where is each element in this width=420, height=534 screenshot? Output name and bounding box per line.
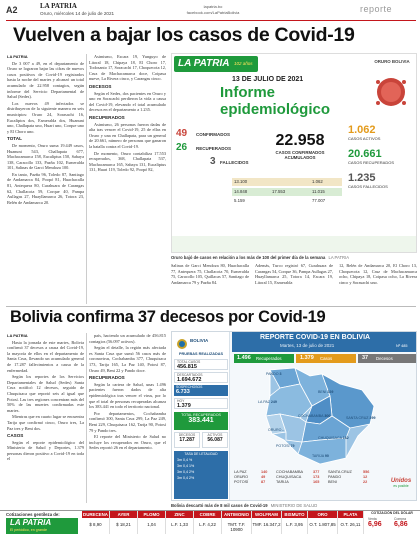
report-header — [232, 332, 417, 352]
recovered-total-box — [174, 412, 228, 430]
bar-value: 13.100 — [234, 179, 248, 184]
map-label-chuquisaca: CHUQUISACA 162 — [318, 436, 349, 440]
map-label-beni: BENI 229 — [318, 390, 334, 394]
exchange-buy-label: Compra — [394, 517, 407, 521]
paragraph: Según la cartera de Salud, unas 1.496 pacientes fueron dados de alta epidemiológica tras vencer el virus, por lo que el total de personas recuperadas alcanza los 383.441 en todo el territorio nacional. — [89, 381, 166, 410]
header-rule — [6, 20, 416, 21]
deaths-new-stat — [176, 156, 266, 170]
paragraph: De momento, Oruro suma 19.449 casos, Huanuni 543, Challapata 677, Machacamarca 158, Eucaliptus 150, Sabaya 138, Caracollo 133, Pazña 102, Esmeralda 101, Salinas de Garci Mendoza 100. — [7, 142, 84, 171]
ticker-item: PLOMO 1,04 — [138, 511, 166, 534]
ticker-item: COBRE L.F. 4,22 — [194, 511, 222, 534]
subheading: TOTAL — [7, 136, 22, 142]
subheading: DECESOS — [89, 83, 112, 89]
lethality-row: 3m 0,4 2% — [177, 470, 195, 474]
tests-label: PRUEBAS REALIZADAS — [178, 352, 224, 356]
total-cases-value: 22.958 — [275, 132, 325, 149]
stat-label: DESCARTADOS — [177, 373, 203, 377]
deaths-new-label: FALLECIDOS — [220, 160, 249, 165]
ticker-brand — [6, 518, 78, 534]
bar-value: 11.015 — [312, 189, 325, 194]
paragraph: Además, Turco registró 67, Curahuara de Carangas 54, Corque 36, Pampa Aullagas 27, Huayllamarca 25, Totora 14, Escara 19, Litoral 15, Esmeralda — [255, 263, 333, 285]
column-divider — [86, 54, 87, 304]
paragraph: El reporte del Ministerio de Salud no incluye los recuperados en Oruro, que el Sedes reportó 26 en el departamento. — [89, 434, 166, 451]
report-title-2: epidemiológico — [220, 101, 331, 118]
active-stat — [348, 124, 416, 146]
bar-value: 17.553 — [272, 189, 286, 194]
new-cases-value: 49 — [176, 128, 188, 139]
active-value: 56.087 — [207, 437, 223, 443]
deaths-label: DECESOS — [178, 433, 196, 437]
paragraph: Hasta la jornada de este martes, Bolivia confirmó 37 decesos a causa del Covid-19, la mayoría de ellos en el departamento de Santa Cruz, llevando un acumulado general de 17.287 fallecimientos a causa de la enfermedad. — [7, 339, 84, 373]
byline: LA PATRIA — [7, 333, 28, 338]
table-row: LA PAZ 140 COCHABAMBA 377 SANTA CRUZ 556 — [234, 470, 370, 474]
map-label-cochabamba: COCHABAMBA 300 — [298, 414, 331, 418]
bar-value: 14.848 — [234, 189, 248, 194]
ticker-title: Cotizaciones gentileza de: — [6, 512, 60, 517]
map-label-potosi: POTOSÍ 79 — [276, 444, 295, 448]
ticker-item: DURECENA $ 8,90 — [82, 511, 110, 534]
map-label-oruro: ORURO - — [268, 428, 284, 432]
article-1-bottom-col-1 — [171, 263, 249, 305]
bar-value: 5.159 — [234, 198, 245, 203]
paragraph: Salinas de Garci Mendoza 80, Huachacalla 77, Antequera 75, Challacota 70, Esmeralda 75, Caracollo 105, Quillacas 57, Santiago de Andamarca 79 y Pazña 84. — [171, 263, 249, 285]
deaths-box — [174, 432, 200, 448]
paragraph: país, haciendo un acumulado de 456.815 contagios (56.097 activos). — [89, 333, 166, 344]
map-label-la-paz: LA PAZ 249 — [258, 400, 277, 404]
paragraph: Mientras que en cuarto lugar se encuentra Tarija que confirmó cinco, Oruro tres, La Paz tres y Beni dos. — [7, 414, 84, 431]
paragraph: De momento, Oruro contabiliza 17.553 recuperados, 368, Challapata 537, Machacamarca 165, Sabaya 131, Eucaliptus 131, Huari 119, Toledo 92, Poopó 82, — [89, 150, 166, 173]
article-1-col-2 — [89, 54, 166, 302]
paragraph: Según el Sedes, dos pacientes en Oruro y uno en Soracachi perdieron la vida a causa del Covid-19, elevando el total acumulado decesos en el departamento a 1.235. — [89, 90, 166, 113]
article-1-col-1 — [7, 54, 84, 304]
ticker-item: ANTIMONIO TMT. T.F. 10900 — [222, 511, 252, 534]
stat-label: SOSPECHOSOS — [176, 385, 203, 389]
active-box — [202, 432, 228, 448]
place-date: Oruro, miércoles 14 de julio de 2021 — [40, 11, 115, 16]
paragraph: Según el reporte epidemiológico del Ministerio de Salud y Deportes, 1.379 personas dieron positivo a Covid-19 en toda el — [7, 439, 84, 462]
bar-row-1 — [232, 178, 342, 186]
paragraph: En tanto, Pazña 96, Toledo 87, Santiago de Andamarca 84, Poopó 81, Huachacalla 81, Antequera 80, Curahuara de Carangas 62, Challacota 59, Corque 40, Pampa Aullagas 27, Huayllamarca 26, Totora 23, Belén de Andamarca 20. — [7, 171, 84, 205]
caption-source: MINISTERIO DE SALUD — [270, 503, 318, 508]
caption-text: Oruro bajó de casos en relación a los más de 100 del primer día de la semana — [171, 255, 326, 260]
ticker-brand-tag: El periódico, en grande — [10, 528, 47, 532]
lethality-row: 3m 0,4 % — [177, 458, 193, 462]
paragraph: Asimismo, Escara 19, Yunguyo de Litoral 18, Chipaya 18, El Choro 17, Todosanto 17, Soracachi 17, Choquecota 12, Cruz de Machacamarca doce, Coipasa nueve, La Rivera cinco, y Carangas cinco. — [89, 54, 166, 82]
recovered-total-value: 20.661 — [348, 148, 382, 160]
region-label: ORURO BOLIVIA — [374, 59, 410, 64]
recovered-total-stat — [348, 148, 416, 170]
subheading: RECUPERADOS — [89, 375, 125, 381]
deaths-total-stat — [348, 172, 416, 194]
page-header — [0, 0, 420, 22]
new-cases-label: CONFIRMADOS — [196, 132, 230, 137]
stat-row — [174, 372, 228, 383]
coat-of-arms-icon — [176, 335, 188, 347]
section-name: reporte — [360, 4, 393, 14]
headline-1: Vuelven a bajar los casos de Covid-19 — [13, 24, 355, 46]
daily-summary — [234, 354, 416, 364]
subheading: CASOS — [7, 433, 24, 439]
ticker-item: BISMUTO L.F. 3,95 — [282, 511, 308, 534]
deaths-new-value: 3 — [210, 156, 216, 167]
stat-value: 6.733 — [176, 389, 190, 395]
lethality-box — [174, 451, 228, 499]
deaths-total-value: 1.235 — [348, 172, 376, 184]
logo-subtext: es posible — [393, 484, 409, 488]
ticker-item: AYER $ 18,21 — [110, 511, 138, 534]
stat-value: 456.815 — [177, 364, 197, 370]
report-number: Nº 485 — [396, 344, 408, 348]
article-1-bottom-col-2 — [255, 263, 333, 305]
lethality-row: 3m 0,4 2% — [177, 476, 195, 480]
headline-2: Bolivia confirma 37 decesos por Covid-19 — [10, 308, 326, 326]
page-number: A2 — [6, 5, 18, 15]
map-label-santa-cruz: SANTA CRUZ 299 — [346, 416, 376, 420]
section-divider — [6, 306, 416, 307]
ticker-item: ORO O.T. 1.807,85 — [308, 511, 338, 534]
byline: LA PATRIA — [7, 54, 28, 59]
paper-name: LA PATRIA — [40, 2, 77, 10]
exchange-sell-value: 6,96 — [368, 521, 382, 528]
epidemiological-infographic — [171, 53, 417, 253]
exchange-buy-value: 6,86 — [394, 521, 408, 528]
stat-row — [174, 398, 228, 409]
recovered-today-value: 1.496 — [237, 355, 251, 361]
stat-label: TOTAL CASOS — [177, 360, 201, 364]
lethality-row: 3m 0,4 1% — [177, 464, 195, 468]
paragraph: De 3 007 a 49, en el departamento de Oruro se lograron bajar las cifras de nuevos casos positivos de Covid-19 registrados hasta la noche del martes y alcanzó un total acumulado de 22.958 contagios, según informe del Servicio Departamental de Salud (Sedes). — [7, 60, 84, 100]
bar-value: 77.007 — [312, 198, 326, 203]
facebook: facebook.com/LaPatriaBolivia — [186, 10, 240, 15]
deaths-total-label: CASOS FALLECIDOS — [348, 184, 388, 189]
report-title: REPORTE COVID-19 EN BOLIVIA — [260, 334, 371, 341]
recovered-new-label: RECUPERADOS — [196, 146, 232, 151]
logo-text: Unidos — [390, 478, 412, 484]
report-title-1: Informe — [220, 84, 276, 101]
caption-source: LA PATRIA — [328, 255, 350, 260]
photo-caption-2 — [171, 503, 417, 508]
report-date: Martes, 13 de julio de 2021 — [280, 343, 335, 348]
department-table — [234, 470, 384, 484]
bar-value: 1.062 — [312, 179, 323, 184]
recovered-total-label: TOTAL RECUPERADOS — [181, 413, 221, 417]
ticker-item: PLATA O.T. 26,11 — [338, 511, 364, 534]
stat-label: HOY — [177, 399, 185, 403]
brand-tag: 102 años — [234, 61, 253, 66]
deaths-today-label: Decesos — [376, 356, 393, 361]
deaths-value: 17.287 — [179, 437, 195, 443]
dollar-exchange — [366, 511, 418, 534]
website: lapatria.bo — [203, 4, 223, 9]
ministry-label: BOLIVIA — [190, 338, 209, 343]
price-ticker — [0, 510, 420, 534]
recovered-total-value: 383.441 — [188, 417, 214, 424]
column-divider — [86, 333, 87, 503]
article-2-col-1 — [7, 333, 84, 503]
brand-box — [174, 56, 258, 72]
paragraph: 12, Belén de Andamarca 20, El Choro 13, Choquecota 12, Cruz de Machacamarca ocho, Chipaya 18, Coipasa ocho, La Rivera cinco y Sorasachi uno. — [339, 263, 417, 285]
report-date: 13 DE JULIO DE 2021 — [232, 76, 304, 83]
paragraph: Por departamentos, Cochabamba confirmó 300, Santa Cruz 299, La Paz 249, Beni 229, Chuquisaca 162, Tarija 90, Potosí 79 y Pando tres. — [89, 410, 166, 433]
deaths-today-value: 37 — [362, 355, 369, 361]
table-row: POTOSÍ 87 TARIJA 165 BENI 22 — [234, 480, 368, 484]
mask-illustration — [368, 74, 414, 110]
stat-value: 1.379 — [177, 403, 191, 409]
total-cases-box — [264, 132, 336, 172]
exchange-title: COTIZACIÓN DEL DÓLAR — [371, 511, 413, 515]
caption-text: Bolivia descartó más de 8 mil casos de Covid-19 — [171, 503, 268, 508]
recovered-new-stat — [176, 142, 266, 156]
lethality-label: TASA DE LETALIDAD — [184, 452, 218, 456]
infographic-footer — [172, 236, 417, 253]
stat-row — [174, 359, 228, 370]
active-value: 1.062 — [348, 124, 376, 136]
table-row: ORURO 49 CHUQUISACA 173 PANDO 12 — [234, 475, 368, 479]
recovered-total-label: CASOS RECUPERADOS — [348, 160, 395, 165]
recovered-today-label: Recuperados — [256, 356, 282, 361]
recovered-new-value: 26 — [176, 142, 188, 153]
paragraph: Los nuevos 49 infectados se distribuyeron de la siguiente manera en seis municipios: Oruro 24, Sorasachi 16, Eucaliptos dos, Esmeralda dos, Huanuni uno, Challapata uno, Huari uno, Corque uno y El Choro uno. — [7, 100, 84, 134]
subheading: RECUPERADOS — [89, 114, 125, 120]
ticker-brand-name: LA PATRIA — [10, 518, 52, 527]
stat-row — [174, 385, 228, 396]
cases-today-label: Casos — [320, 356, 333, 361]
total-cases-label: CASOS CONFIRMADOS ACUMULADOS — [275, 150, 325, 160]
map-label-pando: PANDO 3 — [266, 372, 282, 376]
ticker-cells — [82, 511, 364, 534]
article-2-col-2 — [89, 333, 166, 503]
new-cases-stat — [176, 128, 266, 142]
bar-row-2 — [232, 188, 342, 196]
paragraph: Asimismo, 26 personas fueron dadas de alta tras vencer el Covid-19, 25 de ellas en Oruro y una en Challapata, para un general de 20.661, número de personas que ganaron la batalla contra el Covid-19. — [89, 121, 166, 149]
progress-bars — [232, 178, 342, 204]
bolivia-covid-report — [171, 331, 417, 501]
stat-value: 1.694.672 — [177, 377, 202, 383]
active-label: ACTIVOS — [207, 433, 223, 437]
unidos-logo — [386, 478, 416, 498]
brand-name: LA PATRIA — [178, 58, 230, 69]
photo-caption-1 — [171, 255, 417, 260]
paragraph: Según los reportes de los Servicios Departamentales de Salud (Sedes) Santa Cruz notificó 12 decesos, seguido de Chuquisaca que reportó seis al igual que Potosí. Las tres regiones concentran más del 50% de las muertes confirmadas este martes. — [7, 374, 84, 413]
exchange-sell-label: Venta — [368, 517, 377, 521]
active-label: CASOS ACTIVOS — [348, 136, 381, 141]
cases-today-value: 1.379 — [300, 355, 314, 361]
article-1-bottom-col-3 — [339, 263, 417, 305]
ticker-item: WOLFRAM TMF. 16.347,2 — [252, 511, 282, 534]
ticker-item: ZINC L.F. 1,33 — [166, 511, 194, 534]
map-label-tarija: TARIJA 90 — [312, 454, 329, 458]
paragraph: Según el detalle, la región más afectada es Santa Cruz que sumó 56 casos más de coronavirus, Cochabamba 377, Chuquisaca 173, Tarija 165, La Paz 140, Potosí 87, Oruro 49, Beni 22 y Pando doce. — [89, 345, 166, 373]
